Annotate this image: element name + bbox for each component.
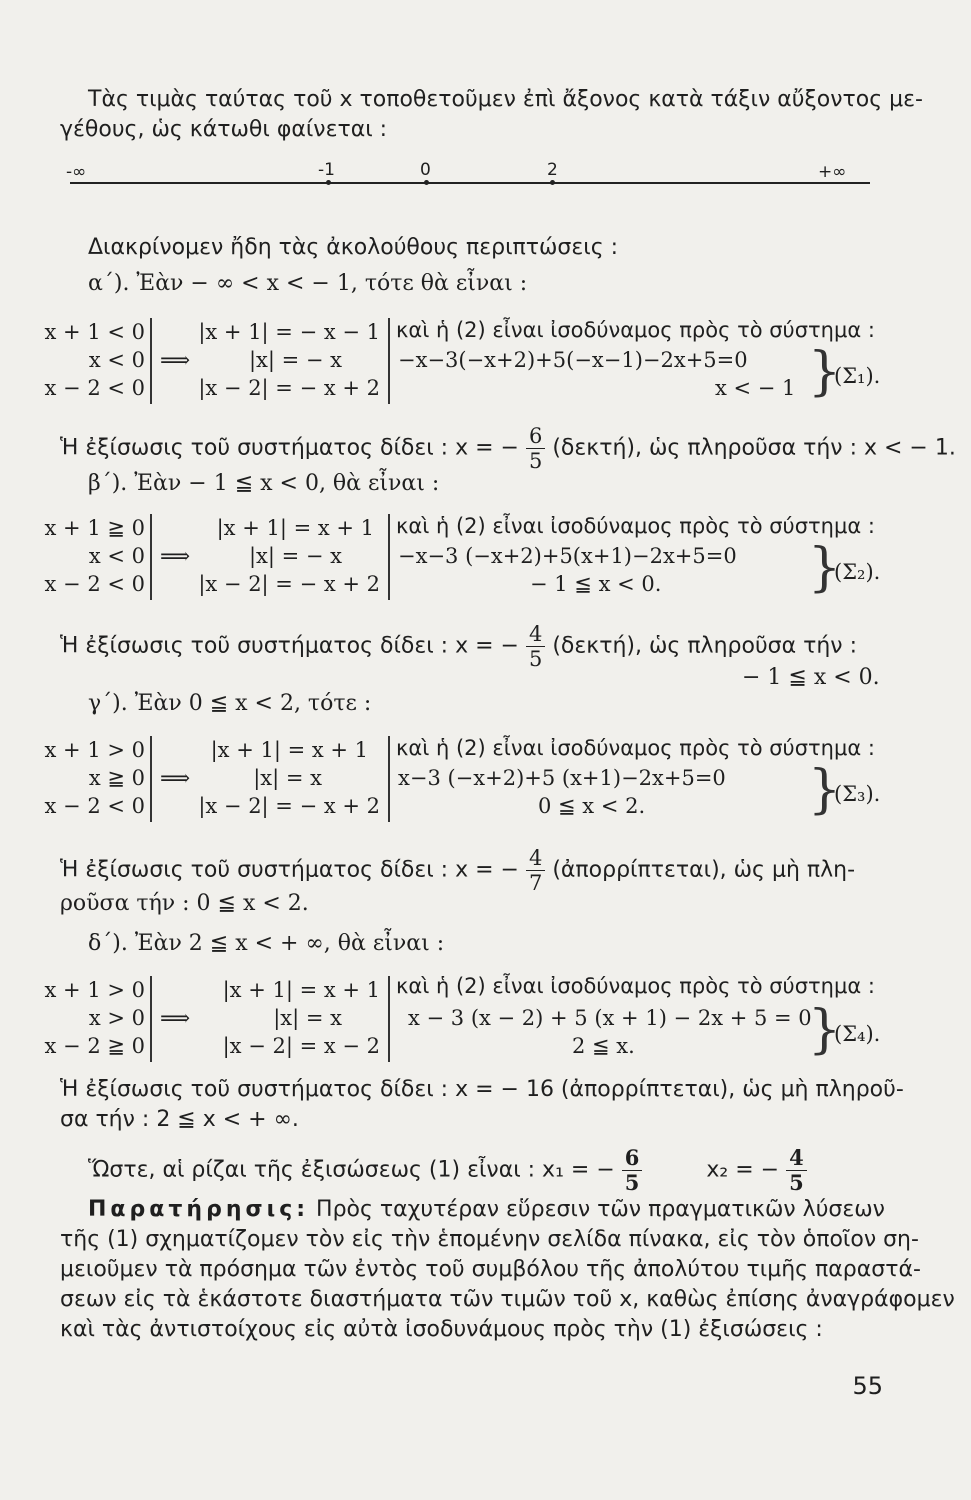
case-d-sys-line-1: καὶ ἡ (2) εἶναι ἰσοδύναμος πρὸς τὸ σύστημα : xyxy=(396,974,875,998)
case-b-result-cont: − 1 ≦ x < 0. xyxy=(742,665,880,690)
remark-line-3: μειοῦμεν τὰ πρόσημα τῶν ἐντὸς τοῦ συμβόλου τῆς ἀπολύτου τιμῆς παραστά- xyxy=(60,1257,921,1282)
case-b-fraction-den: 5 xyxy=(528,647,543,671)
case-c-cond-3: x − 2 < 0 xyxy=(44,794,145,818)
case-a-fraction-den: 5 xyxy=(528,449,543,473)
case-c-sys-line-1: καὶ ἡ (2) εἶναι ἰσοδύναμος πρὸς τὸ σύστημα : xyxy=(396,736,875,760)
case-b-divider-2 xyxy=(388,514,390,600)
case-c-fraction-num: 4 xyxy=(526,846,545,871)
case-c-abs-3: |x − 2| = − x + 2 xyxy=(198,794,380,818)
case-b-abs-1: |x + 1| = x + 1 xyxy=(216,516,374,540)
case-a-result-pre: Ἡ ἐξίσωσις τοῦ συστήματος δίδει : x = − xyxy=(60,435,519,461)
case-c-sys-line-2: x−3 (−x+2)+5 (x+1)−2x+5=0 xyxy=(398,766,726,790)
case-c-cond-2: x ≧ 0 xyxy=(88,766,145,790)
case-c-result-pre: Ἡ ἐξίσωσις τοῦ συστήματος δίδει : x = − xyxy=(60,857,519,883)
case-b-header: β΄). Ἐὰν − 1 ≦ x < 0, θὰ εἶναι : xyxy=(88,471,440,496)
case-c-result-cont: ροῦσα τήν : 0 ≦ x < 2. xyxy=(60,891,309,916)
case-d-result-line-1: Ἡ ἐξίσωσις τοῦ συστήματος δίδει : x = − 16 (ἀπορρίπτεται), ὡς μὴ πληροῦ- xyxy=(60,1077,904,1102)
root-x2-num: 4 xyxy=(786,1146,807,1171)
root-x2-den: 5 xyxy=(789,1170,804,1195)
case-b-cond-2: x < 0 xyxy=(88,544,145,568)
case-a-divider-1 xyxy=(150,318,152,404)
number-line-label-neg-inf: -∞ xyxy=(66,162,87,182)
case-d-label: (Σ₄). xyxy=(834,1022,881,1046)
case-b-fraction-num: 4 xyxy=(526,622,545,647)
case-a-divider-2 xyxy=(388,318,390,404)
case-d-sys-line-2: x − 3 (x − 2) + 5 (x + 1) − 2x + 5 = 0 xyxy=(408,1006,812,1030)
case-a-cond-3: x − 2 < 0 xyxy=(44,376,145,400)
case-c-divider-2 xyxy=(388,736,390,822)
case-d-divider-1 xyxy=(150,976,152,1062)
remark-text-1: Πρὸς ταχυτέραν εὕρεσιν τῶν πραγματικῶν λύσεων xyxy=(316,1197,885,1222)
case-a-abs-3: |x − 2| = − x + 2 xyxy=(198,376,380,400)
case-c-divider-1 xyxy=(150,736,152,822)
case-b-divider-1 xyxy=(150,514,152,600)
case-c-brace: } xyxy=(808,760,842,820)
case-a-fraction xyxy=(526,424,545,473)
case-b-cond-1: x + 1 ≧ 0 xyxy=(44,516,145,540)
case-c-fraction-den: 7 xyxy=(528,871,543,895)
case-a-abs-1: |x + 1| = − x − 1 xyxy=(198,320,380,344)
remark-line-5: καὶ τὰς ἀντιστοίχους εἰς αὐτὰ ἰσοδυνάμους πρὸς τὴν (1) ἐξισώσεις : xyxy=(60,1317,823,1342)
remark-line-4: σεων εἰς τὰ ἑκάστοτε διαστήματα τῶν τιμῶν τοῦ x, καθὼς ἐπίσης ἀναγράφομεν xyxy=(60,1287,955,1312)
case-c-cond-1: x + 1 > 0 xyxy=(44,738,145,762)
case-c-label: (Σ₃). xyxy=(834,782,881,806)
case-a-abs-2: |x| = − x xyxy=(248,348,342,372)
cases-intro: Διακρίνομεν ἤδη τὰς ἀκολούθους περιπτώσεις : xyxy=(88,235,619,260)
root-x1-den: 5 xyxy=(624,1170,640,1195)
case-c-result-post: (ἀπορρίπτεται), ὡς μὴ πλη- xyxy=(552,857,856,883)
case-c-sys-line-3: 0 ≦ x < 2. xyxy=(538,794,646,818)
case-b-fraction xyxy=(526,622,545,671)
intro-line-1: Τὰς τιμὰς ταύτας τοῦ x τοποθετοῦμεν ἐπὶ ἄξονος κατὰ τάξιν αὔξοντος με- xyxy=(88,87,923,112)
case-c-header: γ΄). Ἐὰν 0 ≦ x < 2, τότε : xyxy=(88,691,372,716)
case-d-arrow: ⟹ xyxy=(160,1006,191,1030)
remark-line-1 xyxy=(88,1196,885,1224)
case-b-sys-line-2: −x−3 (−x+2)+5(x+1)−2x+5=0 xyxy=(398,544,737,568)
case-d-brace: } xyxy=(808,1000,842,1060)
root-x2-fraction xyxy=(786,1146,807,1195)
roots-line xyxy=(88,1146,807,1195)
case-c-fraction xyxy=(526,846,545,895)
case-b-sys-line-3: − 1 ≦ x < 0. xyxy=(530,572,662,596)
case-a-sys-line-1: καὶ ἡ (2) εἶναι ἰσοδύναμος πρὸς τὸ σύστημα : xyxy=(396,318,875,342)
number-line-label-0: 0 xyxy=(420,160,431,180)
number-line-label-pos-inf: +∞ xyxy=(818,162,847,182)
roots-x2-pre: x₂ = − xyxy=(706,1157,780,1183)
number-line-label-minus-1: -1 xyxy=(318,160,335,180)
number-line-label-2: 2 xyxy=(547,160,558,180)
case-d-cond-3: x − 2 ≧ 0 xyxy=(44,1034,145,1058)
page-number: 55 xyxy=(852,1372,883,1400)
case-b-brace: } xyxy=(808,538,842,598)
case-a-sys-line-2: −x−3(−x+2)+5(−x−1)−2x+5=0 xyxy=(398,348,748,372)
case-d-abs-3: |x − 2| = x − 2 xyxy=(222,1034,380,1058)
case-a-sys-line-3: x < − 1 xyxy=(715,376,796,400)
case-d-sys-line-3: 2 ≦ x. xyxy=(572,1034,635,1058)
case-b-arrow: ⟹ xyxy=(160,544,191,568)
case-b-abs-3: |x − 2| = − x + 2 xyxy=(198,572,380,596)
case-c-abs-2: |x| = x xyxy=(253,766,322,790)
case-d-divider-2 xyxy=(388,976,390,1062)
root-x1-fraction xyxy=(622,1146,643,1195)
case-c-result xyxy=(60,846,855,895)
case-a-header: α΄). Ἐὰν − ∞ < x < − 1, τότε θὰ εἶναι : xyxy=(88,271,528,296)
case-b-label: (Σ₂). xyxy=(834,560,881,584)
case-a-result-post: (δεκτή), ὡς πληροῦσα τήν : x < − 1. xyxy=(552,435,956,461)
case-d-cond-1: x + 1 > 0 xyxy=(44,978,145,1002)
number-line-point-0 xyxy=(424,180,429,185)
case-a-fraction-num: 6 xyxy=(526,424,545,449)
case-c-abs-1: |x + 1| = x + 1 xyxy=(210,738,368,762)
remark-line-2: τῆς (1) σχηματίζομεν τὸν εἰς τὴν ἑπομένην σελίδα πίνακα, εἰς τὸν ὁποῖον ση- xyxy=(60,1227,919,1252)
root-x1-num: 6 xyxy=(622,1146,643,1171)
case-b-result xyxy=(60,622,857,671)
number-line-point-minus-1 xyxy=(326,180,331,185)
number-line-axis xyxy=(70,182,870,184)
case-b-cond-3: x − 2 < 0 xyxy=(44,572,145,596)
case-a-cond-2: x < 0 xyxy=(88,348,145,372)
case-b-sys-line-1: καὶ ἡ (2) εἶναι ἰσοδύναμος πρὸς τὸ σύστημα : xyxy=(396,514,875,538)
case-c-arrow: ⟹ xyxy=(160,766,191,790)
case-b-result-post: (δεκτή), ὡς πληροῦσα τήν : xyxy=(552,633,857,659)
case-d-result-line-2: σα τήν : 2 ≦ x < + ∞. xyxy=(60,1107,299,1132)
case-d-abs-2: |x| = x xyxy=(273,1006,342,1030)
case-a-arrow: ⟹ xyxy=(160,348,191,372)
case-a-label: (Σ₁). xyxy=(834,364,881,388)
roots-pre: Ὥστε, αἱ ρίζαι τῆς ἐξισώσεως (1) εἶναι : x₁ = − xyxy=(88,1157,615,1183)
case-d-abs-1: |x + 1| = x + 1 xyxy=(222,978,380,1002)
case-a-cond-1: x + 1 < 0 xyxy=(44,320,145,344)
case-a-result xyxy=(60,424,956,473)
case-d-cond-2: x > 0 xyxy=(88,1006,145,1030)
case-b-abs-2: |x| = − x xyxy=(248,544,342,568)
case-b-result-pre: Ἡ ἐξίσωσις τοῦ συστήματος δίδει : x = − xyxy=(60,633,519,659)
case-d-header: δ΄). Ἐὰν 2 ≦ x < + ∞, θὰ εἶναι : xyxy=(88,931,445,956)
number-line-point-2 xyxy=(550,180,555,185)
case-a-brace: } xyxy=(808,342,842,402)
remark-title: Παρατήρησις: xyxy=(88,1197,310,1222)
intro-line-2: γέθους, ὡς κάτωθι φαίνεται : xyxy=(60,117,388,142)
